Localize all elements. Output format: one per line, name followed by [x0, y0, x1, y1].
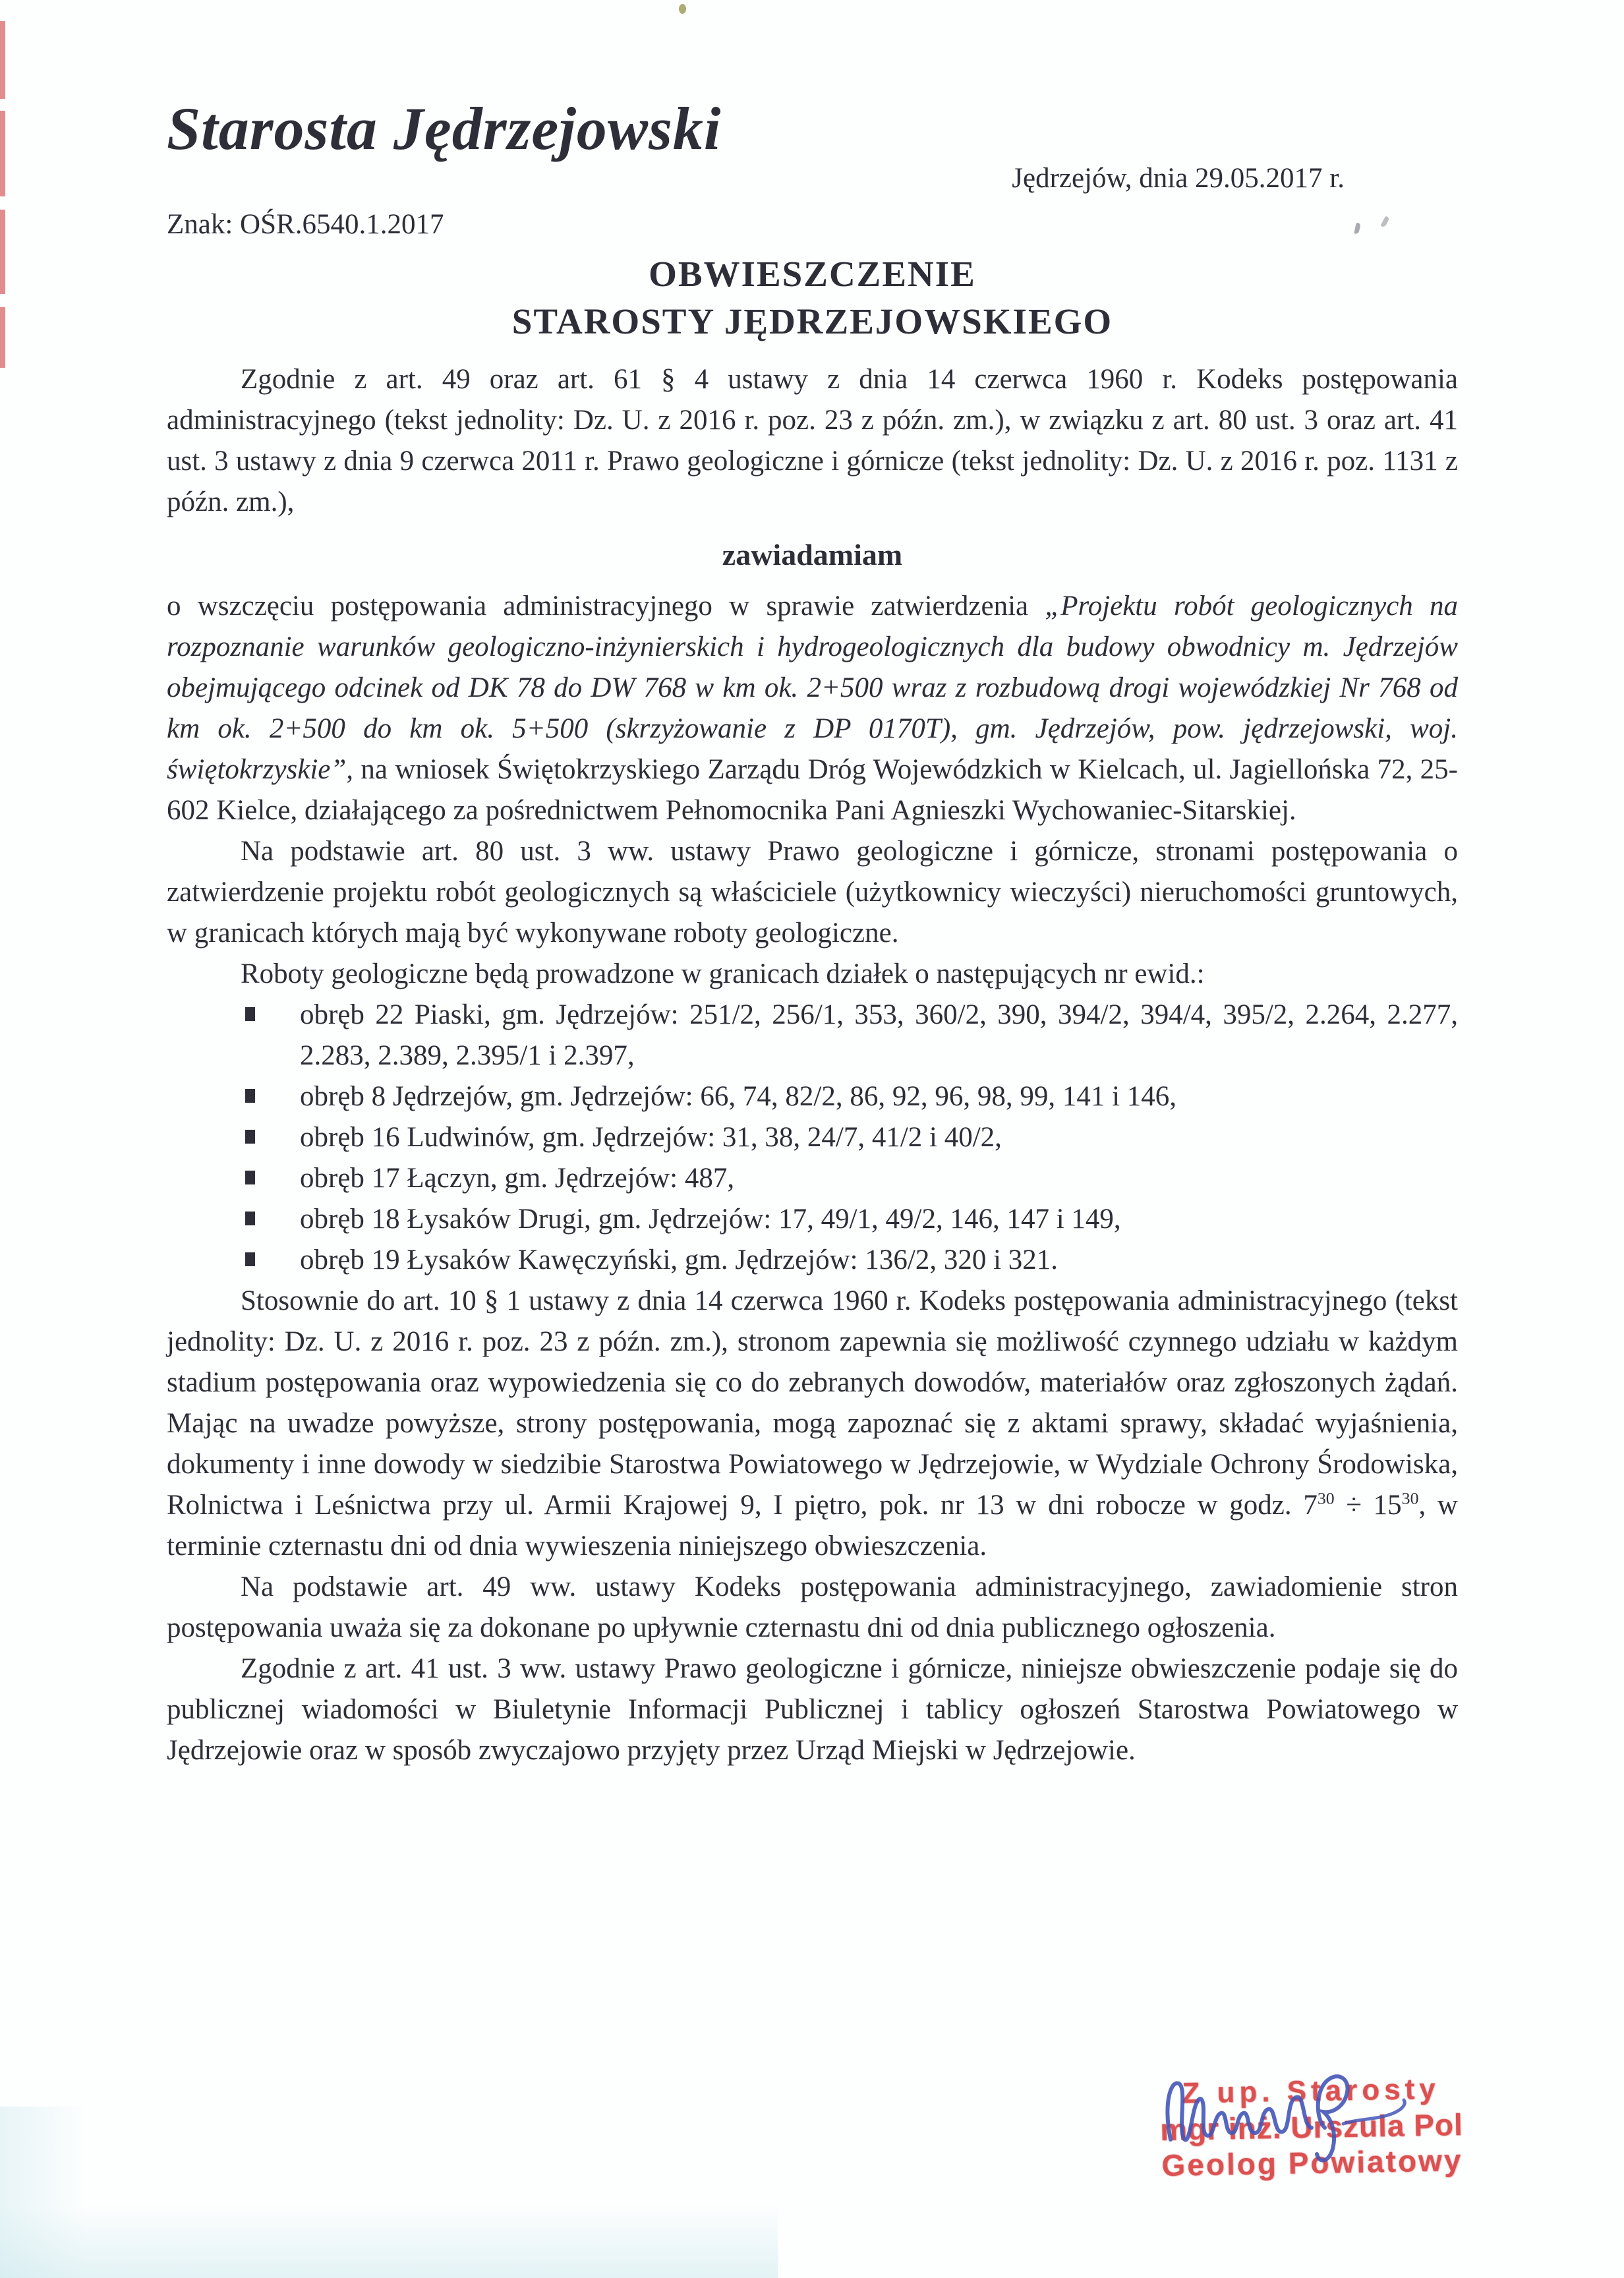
paragraph-legal-basis: Zgodnie z art. 49 oraz art. 61 § 4 ustawy z dnia 14 czerwca 1960 r. Kodeks postępowania administracyjnego (tekst jednolity: Dz. U. z 2016 r. poz. 23 z późn. zm.), w związku z art. 80 ust. 3 oraz art. 41 ust. 3 ustawy z dnia 9 czerwca 2011 r. Prawo geologiczne i górnicze (tekst jednolity: Dz. U. z 2016 r. poz. 1131 z późn. zm.), [167, 364, 1458, 517]
stamp-line-authorization: Z up. Starosty [1181, 2072, 1441, 2110]
document-title [167, 250, 1458, 345]
announce-word: zawiadamiam [722, 538, 903, 571]
scan-edge-artifact [0, 210, 5, 294]
stamp-line-name: mgr inż. Urszula Pol [1159, 2107, 1464, 2147]
plot-list [167, 995, 1458, 1281]
sender-name: Starosta Jędrzejowski [167, 95, 722, 162]
scan-smudge-artifact [0, 2107, 86, 2278]
reference-number: Znak: OŚR.6540.1.2017 [167, 209, 444, 240]
scan-edge-artifact [0, 21, 5, 99]
date-line: Jędrzejów, dnia 29.05.2017 r. [1012, 163, 1345, 194]
plot-list-item: obręb 19 Łysaków Kawęczyński, gm. Jędrzejów: 136/2, 320 i 321. [167, 1240, 1458, 1281]
title-line-1: OBWIESZCZENIE [649, 254, 976, 294]
plot-list-item: obręb 18 Łysaków Drugi, gm. Jędrzejów: 17, 49/1, 49/2, 146, 147 i 149, [167, 1199, 1458, 1240]
paragraph-publication: Zgodnie z art. 41 ust. 3 ww. ustawy Prawo geologiczne i górnicze, niniejsze obwieszczenie podaje się do publicznej wiadomości w Biuletynie Informacji Publicznej i tablicy ogłoszeń Starostwa Powiatowego w Jędrzejowie oraz w sposób zwyczajowo przyjęty przez Urząd Miejski w Jędrzejowie. [167, 1653, 1458, 1766]
opening-hour-from-sup: 30 [1317, 1488, 1335, 1508]
subject-intro: o wszczęciu postępowania administracyjnego w sprawie zatwierdzenia [167, 591, 1045, 622]
subject-project-title: „Projektu robót geologicznych na rozpoznanie warunków geologiczno-inżynierskich i hydrogeologicznych dla budowy obwodnicy m. Jędrzejów obejmującego odcinek od DK 78 do DW 768 w km ok. 2+500 wraz z rozbudową drogi wojewódzkiej Nr 768 od km ok. 2+500 do km ok. 5+500 (skrzyżowanie z DP 0170T), gm. Jędrzejów, pow. jędrzejowski, woj. świętokrzyskie”, [167, 591, 1459, 785]
paragraph-notification: Na podstawie art. 49 ww. ustawy Kodeks postępowania administracyjnego, zawiadomienie stron postępowania uważa się za dokonane po upływnie czternastu dni od dnia publicznego ogłoszenia. [167, 1571, 1458, 1643]
scan-speck-artifact [1380, 216, 1389, 227]
stamp-line-title: Geolog Powiatowy [1161, 2143, 1463, 2182]
paragraph-plots-intro: Roboty geologiczne będą prowadzone w granicach działek o następujących nr ewid.: [241, 958, 1205, 989]
plot-list-item: obręb 17 Łączyn, gm. Jędrzejów: 487, [167, 1158, 1458, 1199]
title-line-2: STAROSTY JĘDRZEJOWSKIEGO [511, 301, 1113, 341]
participation-deadline: , w terminie czternastu dni od dnia wywieszenia niniejszego obwieszczenia. [167, 1490, 1458, 1562]
opening-hours-separator: ÷ 15 [1334, 1490, 1402, 1521]
scan-edge-artifact [0, 307, 5, 368]
paragraph-subject [167, 586, 1458, 831]
plot-list-item: obręb 22 Piaski, gm. Jędrzejów: 251/2, 256/1, 353, 360/2, 390, 394/2, 394/4, 395/2, 2.264, 2.277, 2.283, 2.389, 2.395/1 i 2.397, [167, 995, 1458, 1076]
document-body [167, 359, 1458, 1771]
scan-edge-artifact [0, 111, 5, 196]
opening-hour-to-sup: 30 [1401, 1488, 1419, 1508]
scan-speck-artifact [1354, 222, 1360, 234]
paragraph-parties: Na podstawie art. 80 ust. 3 ww. ustawy Prawo geologiczne i górnicze, stronami postępowania o zatwierdzenie projektu robót geologicznych są właściciele (użytkownicy wieczyści) nieruchomości gruntowych, w granicach których mają być wykonywane roboty geologiczne. [167, 836, 1458, 949]
plot-list-item: obręb 8 Jędrzejów, gm. Jędrzejów: 66, 74, 82/2, 86, 92, 96, 98, 99, 141 i 146, [167, 1076, 1458, 1117]
paragraph-participation [167, 1281, 1458, 1567]
subject-applicant: na wniosek Świętokrzyskiego Zarządu Dróg Wojewódzkich w Kielcach, ul. Jagiellońska 72, 25-602 Kielce, działającego za pośrednictwem Pełnomocnika Pani Agnieszki Wychowaniec-Sitarskiej. [167, 754, 1458, 826]
scan-speck-artifact [679, 4, 686, 14]
official-stamp [1113, 2070, 1511, 2184]
participation-text: Stosownie do art. 10 § 1 ustawy z dnia 14 czerwca 1960 r. Kodeks postępowania administracyjnego (tekst jednolity: Dz. U. z 2016 r. poz. 23 z późn. zm.), stronom zapewnia się możliwość czynnego udziału w każdym stadium postępowania oraz wypowiedzenia się co do zebranych dowodów, materiałów oraz zgłoszonych żądań. Mając na uwadze powyższe, strony postępowania, mogą zapoznać się z aktami sprawy, składać wyjaśnienia, dokumenty i inne dowody w siedzibie Starostwa Powiatowego w Jędrzejowie, w Wydziale Ochrony Środowiska, Rolnictwa i Leśnictwa przy ul. Armii Krajowej 9, I piętro, pok. nr 13 w dni robocze w godz. 7 [167, 1285, 1458, 1521]
plot-list-item: obręb 16 Ludwinów, gm. Jędrzejów: 31, 38, 24/7, 41/2 i 40/2, [167, 1117, 1458, 1158]
scan-smudge-artifact [0, 2205, 778, 2278]
